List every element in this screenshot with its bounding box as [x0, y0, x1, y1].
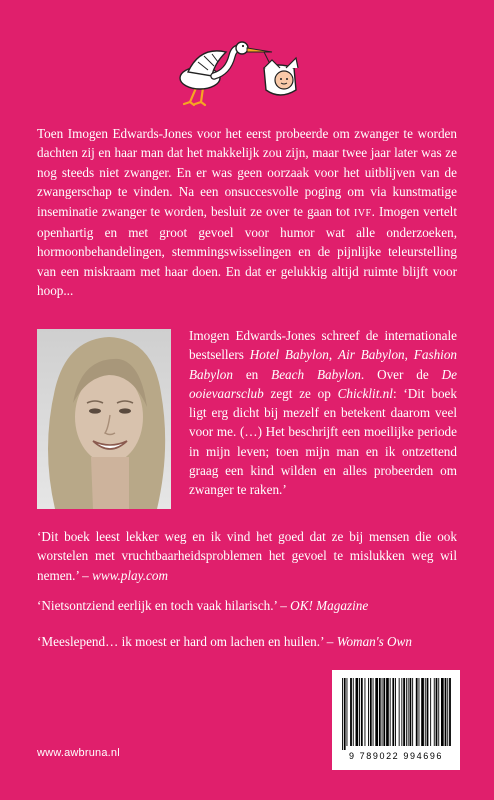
- quote-source: OK! Magazine: [290, 598, 369, 613]
- bio-separator-2: ,: [404, 347, 414, 363]
- website-chicklit: Chicklit.nl: [337, 385, 393, 401]
- bio-text-2: . Over de: [360, 366, 442, 382]
- book-title-beach-babylon: Beach Babylon: [271, 366, 361, 382]
- barcode-bars: [340, 678, 452, 750]
- bio-text-3: zegt ze op: [263, 385, 338, 401]
- book-title-air-babylon: Air Babylon: [338, 347, 405, 363]
- book-title-fashion-babylon: Fashion Babylon: [189, 347, 458, 382]
- author-bio: [189, 326, 457, 500]
- isbn-number: 9 789022 994696: [348, 751, 444, 761]
- author-portrait: [37, 329, 171, 509]
- intro-text-end: . Imogen vertelt openhartig en met groot gevoel voor humor wat alle onderzoeken, hormoonbehandelingen, stemmingswisselingen en de pijnlijke teleurstelling van een miskraam met haar doen. En dat er gelukkig altijd ruimte blijft voor hoop...: [37, 203, 457, 299]
- bio-separator-1: ,: [328, 347, 339, 363]
- bio-separator-3: en: [232, 366, 272, 382]
- isbn-barcode: [332, 670, 460, 770]
- intro-paragraph: [37, 124, 457, 301]
- bio-text-1: Imogen Edwards-Jones schreef de internationale bestsellers: [189, 328, 457, 363]
- quote-source: Woman's Own: [336, 634, 412, 649]
- book-title-ooievaarsclub: De ooievaarsclub: [189, 366, 457, 401]
- ivf-abbreviation: IVF: [354, 207, 372, 219]
- bio-text-4: : ‘Dit boek ligt erg dicht bij mezelf en betekent daarom veel voor me. (…) Het beschrijft een moeilijke periode in mijn leven; toen mijn man en ik ontzettend graag een kind wilden en alles probeerden om zwanger te raken.’: [189, 385, 457, 498]
- review-quote: [37, 527, 457, 585]
- quote-text: ‘Nietsontziend eerlijk en toch vaak hilarisch.’ –: [37, 598, 291, 613]
- stork-carrying-baby-icon: [168, 38, 318, 108]
- publisher-url: www.awbruna.nl: [37, 747, 120, 759]
- quote-source: www.play.com: [92, 567, 169, 583]
- review-quote: [37, 596, 457, 615]
- quote-text: ‘Dit boek leest lekker weg en ik vind het goed dat ze bij mensen die ook worstelen met vruchtbaarheidsproblemen het gevoel te mislukken weg wil nemen.’ –: [37, 529, 457, 583]
- book-title-hotel-babylon: Hotel Babylon: [249, 347, 329, 363]
- quote-text: ‘Meeslepend… ik moest er hard om lachen en huilen.’ –: [37, 634, 337, 649]
- intro-text: Toen Imogen Edwards-Jones voor het eerst probeerde om zwanger te worden dachten zij en haar man dat het makkelijk zou zijn, maar twee jaar later was ze nog steeds niet zwanger. En er was geen oorzaak voor het uitblijven van de zwangerschap te vinden. Na een onsuccesvolle poging om via kunstmatige inseminatie zwanger te worden, besluit ze over te gaan tot: [37, 126, 457, 219]
- review-quote: [37, 632, 457, 651]
